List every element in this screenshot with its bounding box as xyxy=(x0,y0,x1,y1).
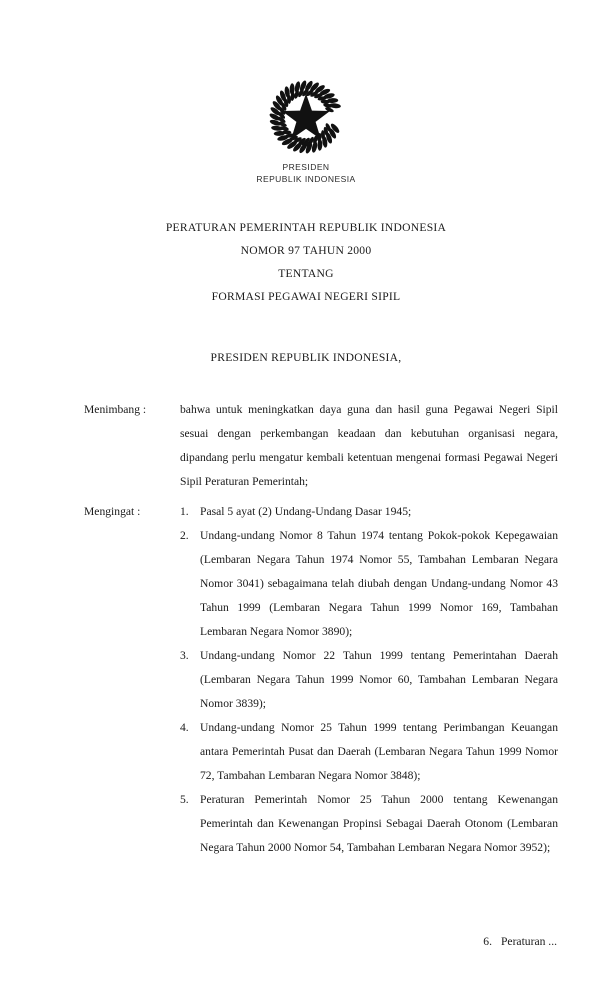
title-line-4: FORMASI PEGAWAI NEGERI SIPIL xyxy=(211,290,401,303)
mengingat-item xyxy=(180,716,558,788)
mengingat-item xyxy=(180,500,558,524)
mengingat-item-text: Undang-undang Nomor 25 Tahun 1999 tentang Perimbangan Keuangan antara Pemerintah Pusat dan Daerah (Lembaran Negara Tahun 1999 Nomor 72, Tambahan Lembaran Negara Nomor 3848); xyxy=(200,721,558,782)
page-continuation-footer xyxy=(0,930,612,954)
emblem-caption xyxy=(0,162,612,185)
section-menimbang xyxy=(84,398,558,494)
title-line-1: PERATURAN PEMERINTAH REPUBLIK INDONESIA xyxy=(165,221,447,234)
menimbang-body xyxy=(180,398,558,494)
opening-line: PRESIDEN REPUBLIK INDONESIA, xyxy=(210,351,402,364)
emblem-caption-line2: REPUBLIK INDONESIA xyxy=(256,173,356,184)
mengingat-label: Mengingat : xyxy=(84,505,141,518)
mengingat-item-marker: 4. xyxy=(180,721,189,734)
emblem-caption-line1: PRESIDEN xyxy=(282,162,330,172)
mengingat-item-marker: 2. xyxy=(180,529,189,542)
mengingat-item-text: Undang-undang Nomor 22 Tahun 1999 tentang Pemerintahan Daerah (Lembaran Negara Tahun 1999 Nomor 60, Tambahan Lembaran Negara Nomor 3839); xyxy=(200,649,558,710)
title-line-2: NOMOR 97 TAHUN 2000 xyxy=(240,244,372,257)
mengingat-item-text: Peraturan Pemerintah Nomor 25 Tahun 2000 tentang Kewenangan Pemerintah dan Kewenangan Propinsi Sebagai Daerah Otonom (Lembaran Negara Tahun 2000 Nomor 54, Tambahan Lembaran Negara Nomor 3952); xyxy=(200,793,558,854)
mengingat-item xyxy=(180,788,558,860)
indonesia-presidential-seal-icon xyxy=(267,78,345,156)
mengingat-item-text: Pasal 5 ayat (2) Undang-Undang Dasar 1945; xyxy=(200,505,412,518)
mengingat-item-marker: 5. xyxy=(180,793,189,806)
footer-marker: 6. xyxy=(483,935,492,948)
mengingat-body xyxy=(180,500,558,860)
document-title xyxy=(0,216,612,308)
menimbang-paragraph: bahwa untuk meningkatkan daya guna dan hasil guna Pegawai Negeri Sipil sesuai dengan perkembangan keadaan dan kebutuhan organisasi negara, dipandang perlu mengatur kembali ketentuan mengenai formasi Pegawai Negeri Sipil Peraturan Pemerintah; xyxy=(180,403,558,488)
footer-text: Peraturan ... xyxy=(500,935,557,948)
section-mengingat xyxy=(84,500,558,860)
menimbang-label: Menimbang : xyxy=(84,403,147,416)
mengingat-item-text: Undang-undang Nomor 8 Tahun 1974 tentang Pokok-pokok Kepegawaian (Lembaran Negara Tahun 1974 Nomor 55, Tambahan Lembaran Negara Nomor 3041) sebagaimana telah diubah dengan Undang-undang Nomor 43 Tahun 1999 (Lembaran Negara Tahun 1999 Nomor 169, Tambahan Lembaran Negara Nomor 3890); xyxy=(200,529,558,638)
mengingat-item-marker: 3. xyxy=(180,649,189,662)
mengingat-item-marker: 1. xyxy=(180,505,189,518)
mengingat-list xyxy=(180,500,558,860)
mengingat-item xyxy=(180,644,558,716)
emblem-block xyxy=(0,78,612,185)
title-line-3: TENTANG xyxy=(278,267,334,280)
mengingat-item xyxy=(180,524,558,644)
